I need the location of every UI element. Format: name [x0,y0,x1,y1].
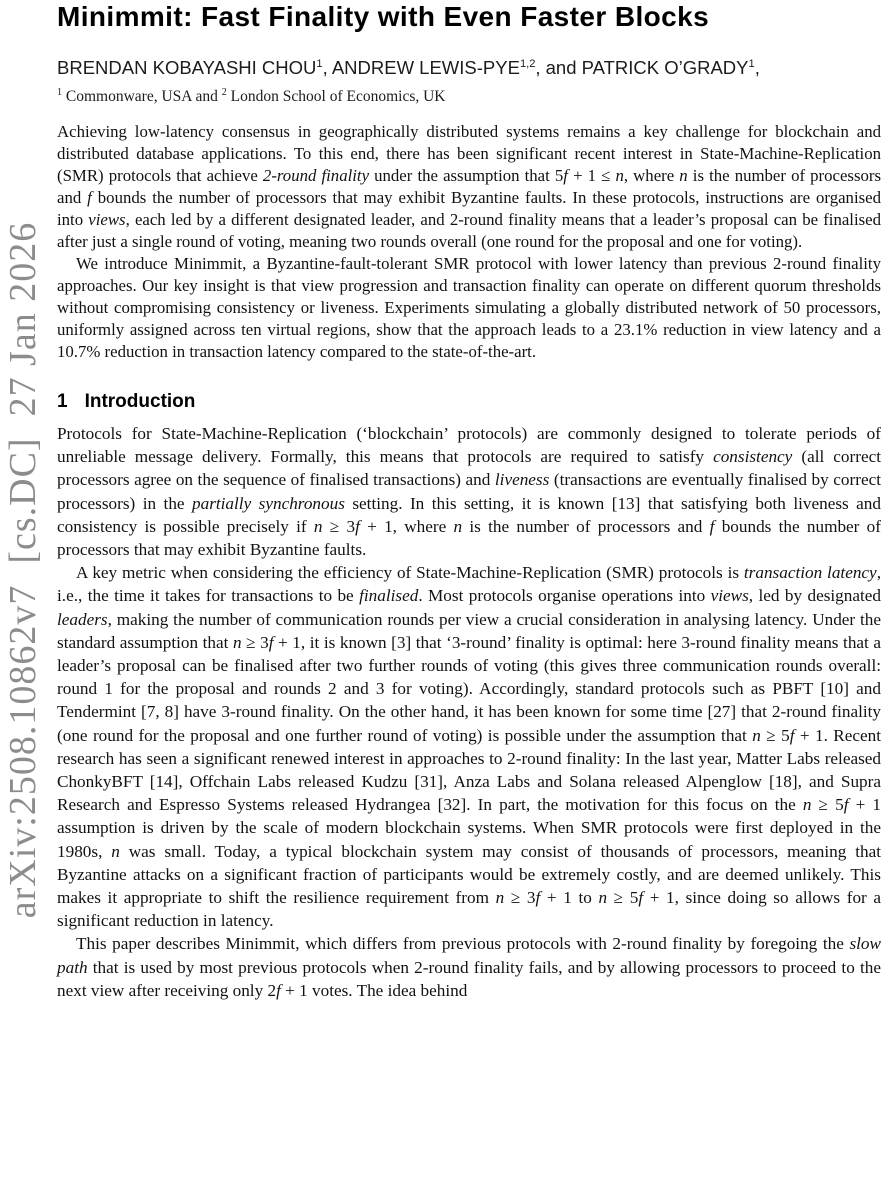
introduction-body [57,422,881,1002]
section-heading-introduction [57,390,881,413]
intro-paragraph-2: A key metric when considering the efficiency of State-Machine-Replication (SMR) protocols is transaction latency, i.e., the time it takes for transactions to be finalised. Most protocols organise operations into views, led by designated leaders, making the number of communication rounds per view a crucial consideration in analysing latency. Under the standard assumption that n ≥ 3f + 1, it is known [3] that ‘3-round’ finality is optimal: here 3-round finality means that a leader’s proposal can be finalised after two further rounds of voting (this gives three communication rounds overall: round 1 for the proposal and rounds 2 and 3 for voting). Accordingly, standard protocols such as PBFT [10] and Tendermint [7, 8] have 3-round finality. On the other hand, it has been known for some time [27] that 2-round finality (one round for the proposal and one further round of voting) is possible under the assumption that n ≥ 5f + 1. Recent research has seen a significant renewed interest in approaches to 2-round finality: In the last year, Matter Labs released ChonkyBFT [14], Offchain Labs released Kudzu [31], Anza Labs and Solana released Alpenglow [18], and Supra Research and Espresso Systems released Hydrangea [32]. In part, the motivation for this focus on the n ≥ 5f + 1 assumption is driven by the scale of modern blockchain systems. When SMR protocols were first deployed in the 1980s, n was small. Today, a typical blockchain system may consist of thousands of processors, meaning that Byzantine attacks on a significant fraction of participants would be extremely costly, and are deemed unlikely. This makes it appropriate to shift the resilience requirement from n ≥ 3f + 1 to n ≥ 5f + 1, since doing so allows for a significant reduction in latency. [57,563,882,931]
section-title: Introduction [84,391,196,412]
intro-paragraph-1: Protocols for State-Machine-Replication (‘blockchain’ protocols) are commonly designed to tolerate periods of unreliable message delivery. Formally, this means that protocols are required to satisfy consistency (all correct processors agree on the sequence of finalised transactions) and liveness (transactions are eventually finalised by correct processors) in the partially synchronous setting. In this setting, it is known [13] that satisfying both liveness and consistency is possible precisely if n ≥ 3f + 1, where n is the number of processors and f bounds the number of processors that may exhibit Byzantine faults. [57,424,881,560]
intro-paragraph-3: This paper describes Minimmit, which differs from previous protocols with 2-round finality by foregoing the slow path that is used by most previous protocols when 2-round finality fails, and by allowing processors to proceed to the next view after receiving only 2f + 1 votes. The idea behind [57,934,881,1000]
affiliation-line: $^1$ Commonware, USA and $^2$ London School of Economics, UK [57,86,446,105]
arxiv-watermark: arXiv:2508.10862v7 [cs.DC] 27 Jan 2026 [2,221,44,919]
abstract-paragraph-1: Achieving low-latency consensus in geographically distributed systems remains a key challenge for blockchain and distributed database applications. To this end, there has been significant recent interest in State-Machine-Replication (SMR) protocols that achieve 2-round finality under the assumption that 5f + 1 ≤ n, where n is the number of processors and f bounds the number of processors that may exhibit Byzantine faults. In these protocols, instructions are organised into views, each led by a different designated leader, and 2-round finality means that a leader’s proposal can be finalised after just a single round of voting, meaning two rounds overall (one round for the proposal and one for voting). [57,122,882,251]
section-number: 1 [57,391,68,412]
abstract [57,121,881,363]
abstract-paragraph-2: We introduce Minimmit, a Byzantine-fault-tolerant SMR protocol with lower latency than previous 2-round finality approaches. Our key insight is that view progression and transaction finality can operate on different quorum thresholds without compromising consistency or liveness. Experiments simulating a globally distributed network of 50 processors, uniformly assigned across ten virtual regions, show that the approach leads to a 23.1% reduction in view latency and a 10.7% reduction in transaction latency compared to the state-of-the-art. [57,254,881,361]
paper-title: Minimmit: Fast Finality with Even Faster Blocks [57,1,710,32]
author-line: BRENDAN KOBAYASHI CHOU$^1$, ANDREW LEWIS-PYE$^{1,2}$, and PATRICK O’GRADY$^1$, [57,57,760,78]
paper-content [57,0,881,1002]
